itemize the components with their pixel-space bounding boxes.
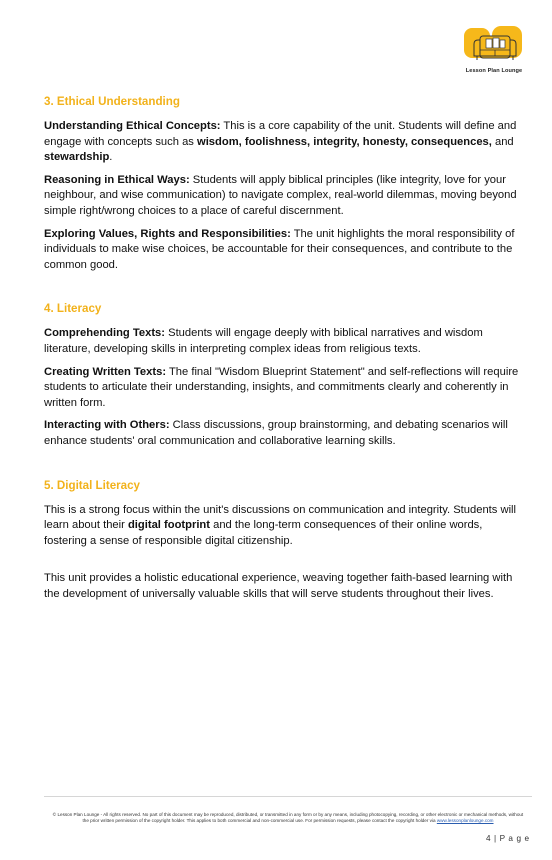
paragraph-text: Students will apply biblical principles (like integrity, love for your neighbour, and wise communication) to navigate complex, real-world dilemmas, moving beyond simple right/wrong choices to a place of careful discernment. (44, 173, 517, 217)
website-link[interactable]: www.lessonplanlounge.com (436, 817, 494, 823)
paragraph-text: This is a strong focus within the unit's discussions on communication and integrity. Students will learn about their (44, 503, 517, 532)
paragraph-text: The unit highlights the moral responsibility of individuals to make wise choices, be accountable for their consequences, and contribute to the common good. (44, 227, 515, 271)
page-number (486, 834, 530, 843)
paragraph (44, 418, 528, 449)
paragraph (44, 227, 528, 274)
paragraph-lead: Exploring Values, Rights and Responsibilities: (44, 227, 291, 240)
paragraph (44, 326, 528, 357)
section-heading: 4. Literacy (44, 302, 102, 316)
copyright-text: © Lesson Plan Lounge - All rights reserved. No part of this document may be reproduced, distributed, or transmitted in any form or by any means, including photocopying, recording, or other electronic or mechanical methods, without the prior written permission of the copyright holder. This applies to both commercial and non-commercial use. For permission requests, please contact the copyright holder via (52, 812, 524, 823)
lesson-plan-lounge-logo (462, 22, 524, 74)
paragraph (44, 503, 528, 550)
paragraph (44, 119, 528, 166)
paragraph-text: Students will engage deeply with biblical narratives and wisdom literature, developing skills in interpreting complex ideas from religious texts. (44, 327, 483, 355)
paragraph-text: . (109, 151, 113, 164)
paragraph (44, 365, 528, 412)
section-digital-literacy (44, 478, 528, 550)
document-body (44, 94, 528, 609)
section-heading: 5. Digital Literacy (44, 478, 141, 492)
paragraph-lead: Interacting with Others: (44, 419, 170, 432)
paragraph-lead: Reasoning in Ethical Ways: (44, 173, 190, 186)
section-literacy (44, 301, 528, 449)
section-heading: 3. Ethical Understanding (44, 95, 180, 108)
bold-term: digital footprint (127, 519, 210, 532)
sofa-icon (462, 22, 524, 72)
paragraph-text: and the long-term consequences of their online words, fostering a sense of responsible digital citizenship. (44, 519, 483, 547)
paragraph-text: Class discussions, group brainstorming, and debating scenarios will enhance students' oral communication and collaborative learning skills. (44, 419, 508, 447)
paragraph-lead: Creating Written Texts: (44, 365, 167, 378)
closing-paragraph: This unit provides a holistic educational experience, weaving together faith-based learning with the development of universally valuable skills that will serve students throughout their lives. (44, 572, 513, 600)
paragraph-text: This is a core capability of the unit. Students will define and engage with concepts such as (44, 120, 517, 148)
paragraph-lead: Understanding Ethical Concepts: (44, 120, 221, 132)
section-ethical-understanding (44, 94, 528, 273)
bold-term: wisdom, foolishness, integrity, honesty, consequences, (197, 135, 492, 148)
paragraph-text: The final "Wisdom Blueprint Statement" and self-reflections will require students to articulate their understanding, insights, and commitments clearly and coherently in written form. (44, 365, 519, 409)
paragraph (44, 173, 528, 220)
page-label: | P a g e (494, 834, 530, 843)
paragraph-lead: Comprehending Texts: (44, 327, 165, 340)
page-number-value: 4 (486, 834, 492, 843)
bold-term: stewardship (44, 151, 110, 164)
footer-divider (44, 796, 532, 797)
copyright-notice (50, 812, 526, 824)
logo-label: Lesson Plan Lounge (465, 68, 523, 74)
paragraph-text: and (491, 135, 514, 148)
